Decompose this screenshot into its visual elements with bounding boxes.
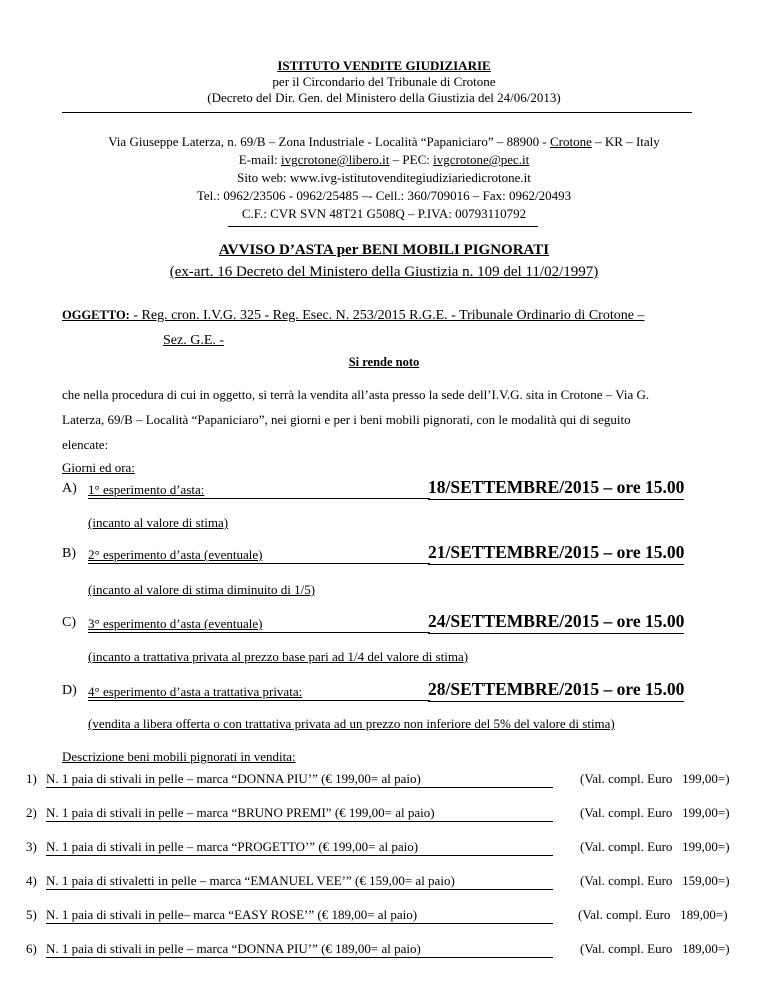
decree-line: (Decreto del Dir. Gen. del Ministero della Giustizia del 24/06/2013) [207, 90, 561, 105]
item-description: N. 1 paia di stivali in pelle – marca “DONNA PIU’” (€ 199,00= al paio) [46, 771, 553, 788]
website-line: Sito web: www.ivg-istitutovenditegiudiziariedicrotone.it [237, 170, 531, 185]
notice-title: AVVISO D’ASTA per BENI MOBILI PIGNORATI [218, 242, 550, 258]
auction-letter: B) [62, 546, 76, 561]
body-line-2: Laterza, 69/B – Località “Papaniciaro”, nei giorni e per i beni mobili pignorati, con le modalità qui di seguito [62, 412, 631, 427]
subject-dash: - [129, 308, 142, 323]
auction-label: 3° esperimento d’asta (eventuale) [88, 616, 430, 633]
subject-text-2: Sez. G.E. - [163, 333, 225, 348]
auction-label: 1° esperimento d’asta: [88, 482, 430, 499]
auction-label: 4° esperimento d’asta a trattativa privata: [88, 684, 430, 701]
item-number: 6) [26, 941, 37, 956]
email-label: E-mail: [238, 152, 282, 167]
item-value: (Val. compl. Euro 189,00=) [580, 941, 730, 956]
body-line-3: elencate: [62, 437, 109, 452]
item-value: (Val. compl. Euro 199,00=) [580, 839, 730, 854]
auction-letter: C) [62, 615, 76, 630]
subject-line [62, 306, 644, 324]
auction-letter: D) [62, 683, 77, 698]
auction-note: (incanto al valore di stima) [88, 515, 229, 530]
subject-text-1: Reg. cron. I.V.G. 325 - Reg. Esec. N. 253/2015 R.G.E. - Tribunale Ordinario di Crotone – [141, 308, 645, 323]
subject-label: OGGETTO: [62, 308, 130, 322]
address-city: Crotone [550, 134, 592, 149]
item-number: 3) [26, 839, 37, 854]
auction-date: 24/SETTEMBRE/2015 – ore 15.00 [428, 611, 684, 634]
items-heading: Descrizione beni mobili pignorati in vendita: [62, 749, 296, 764]
address-post: – KR – Italy [591, 134, 660, 149]
item-description: N. 1 paia di stivali in pelle – marca “DONNA PIU’” (€ 189,00= al paio) [46, 941, 553, 958]
item-number: 2) [26, 805, 37, 820]
item-value: (Val. compl. Euro 189,00=) [578, 907, 728, 922]
address-pre: Via Giuseppe Laterza, n. 69/B – Zona Industriale - Località “Papaniciaro” – 88900 - [108, 134, 550, 149]
pec-link[interactable]: ivgcrotone@pec.it [433, 152, 530, 167]
tax-line: C.F.: CVR SVN 48T21 G508Q – P.IVA: 00793110792 [241, 206, 527, 221]
institute-name: ISTITUTO VENDITE GIUDIZIARIE [277, 58, 491, 73]
auction-note: (vendita a libera offerta o con trattativa privata ad un prezzo non inferiore del 5% del valore di stima) [88, 716, 615, 731]
auction-date: 18/SETTEMBRE/2015 – ore 15.00 [428, 477, 684, 500]
auction-note: (incanto a trattativa privata al prezzo base pari ad 1/4 del valore di stima) [88, 649, 469, 664]
notice-subtitle: (ex-art. 16 Decreto del Ministero della Giustizia n. 109 del 11/02/1997) [169, 264, 599, 280]
si-rende-noto: Si rende noto [348, 355, 420, 369]
email-link[interactable]: ivgcrotone@libero.it [281, 152, 390, 167]
item-number: 4) [26, 873, 37, 888]
auction-note: (incanto al valore di stima diminuito di 1/5) [88, 582, 316, 597]
item-description: N. 1 paia di stivali in pelle– marca “EASY ROSE’” (€ 189,00= al paio) [46, 907, 553, 924]
contacts-divider [228, 226, 538, 227]
header-divider [62, 112, 692, 113]
auction-date: 28/SETTEMBRE/2015 – ore 15.00 [428, 679, 684, 702]
item-number: 1) [26, 771, 37, 786]
email-line [0, 152, 768, 168]
item-value: (Val. compl. Euro 199,00=) [580, 771, 730, 786]
address-line [0, 134, 768, 150]
auction-label: 2° esperimento d’asta (eventuale) [88, 547, 430, 564]
giorni-ed-ora: Giorni ed ora: [62, 460, 135, 475]
auction-date: 21/SETTEMBRE/2015 – ore 15.00 [428, 542, 684, 565]
auction-letter: A) [62, 481, 77, 496]
item-value: (Val. compl. Euro 199,00=) [580, 805, 730, 820]
item-value: (Val. compl. Euro 159,00=) [580, 873, 730, 888]
circondario-line: per il Circondario del Tribunale di Crotone [272, 74, 496, 89]
pec-label: – PEC: [389, 152, 434, 167]
item-description: N. 1 paia di stivali in pelle – marca “PROGETTO’” (€ 199,00= al paio) [46, 839, 553, 856]
item-number: 5) [26, 907, 37, 922]
phones-line: Tel.: 0962/23506 - 0962/25485 –- Cell.: 360/709016 – Fax: 0962/20493 [196, 188, 572, 203]
body-line-1: che nella procedura di cui in oggetto, si terrà la vendita all’asta presso la sede dell’I.V.G. sita in Crotone – Via G. [62, 387, 650, 402]
item-description: N. 1 paia di stivaletti in pelle – marca “EMANUEL VEE’” (€ 159,00= al paio) [46, 873, 553, 890]
item-description: N. 1 paia di stivali in pelle – marca “BRUNO PREMI” (€ 199,00= al paio) [46, 805, 553, 822]
